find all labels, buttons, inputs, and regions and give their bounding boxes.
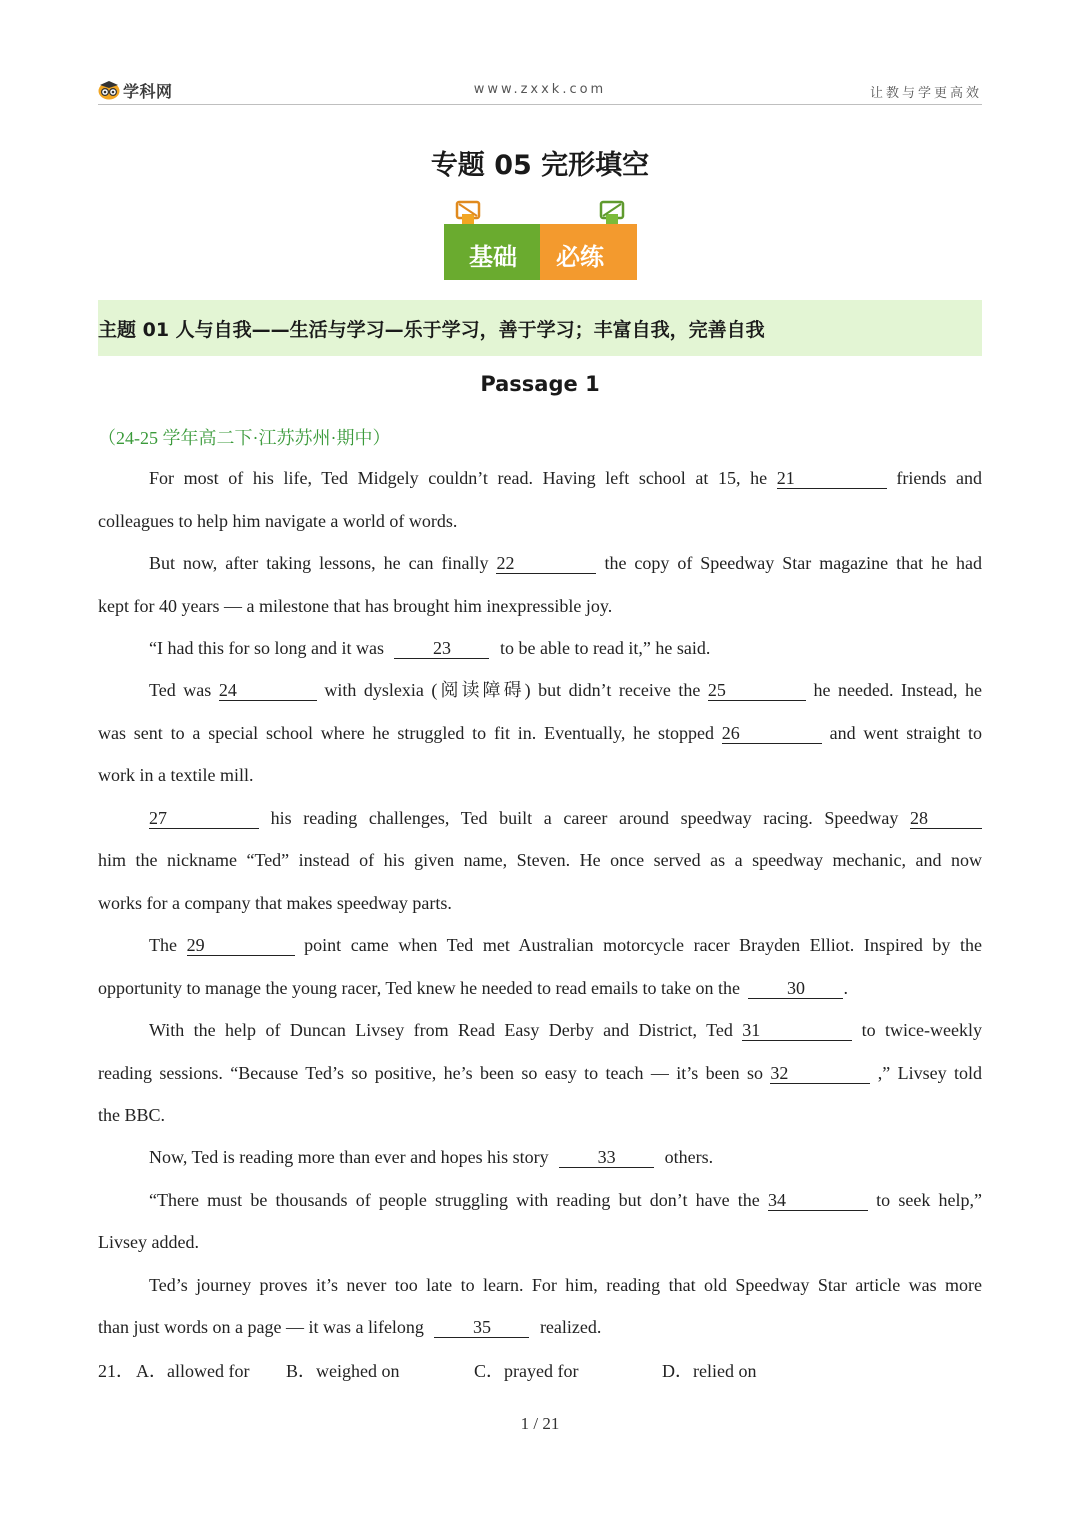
theme-heading: 主题 01 人与自我——生活与学习—乐于学习，善于学习；丰富自我，完善自我 [98,319,765,341]
blank-28[interactable]: 28 [910,808,982,829]
source-note: （24-25 学年高二下·江苏苏州·期中） [98,428,391,448]
badge-left-text: 基础 [469,243,517,271]
theme-banner [98,300,982,356]
passage-line: opportunity to manage the young racer, Ted knew he needed to read emails to take on the 30 . [98,978,848,998]
passage-line: “There must be thousands of people struggling with reading but don’t have the 34 to seek help,” [149,1190,982,1210]
blank-27[interactable]: 27 [149,808,259,829]
blank-29[interactable]: 29 [187,935,295,956]
passage-title: Passage 1 [480,372,600,396]
blank-32[interactable]: 32 [770,1063,870,1084]
passage-line: “I had this for so long and it was 23 to be able to read it,” he said. [149,638,711,658]
blank-33[interactable]: 33 [559,1147,654,1168]
page-header [98,76,982,105]
passage-line: works for a company that makes speedway parts. [98,893,452,913]
passage-line: kept for 40 years — a milestone that has brought him inexpressible joy. [98,596,613,616]
passage-line: the BBC. [98,1105,166,1125]
option-d[interactable]: D．relied on [662,1361,757,1381]
blank-34[interactable]: 34 [768,1190,868,1211]
passage-line: But now, after taking lessons, he can finally 22 the copy of Speedway Star magazine that he had [149,553,983,573]
passage-line: 27 his reading challenges, Ted built a career around speedway racing. Speedway 28 [149,806,982,830]
option-c[interactable]: C．prayed for [474,1361,579,1381]
page-number: 1 / 21 [520,1414,560,1433]
passage-line: than just words on a page — it was a lifelong 35 realized. [98,1317,602,1337]
slogan: 让教与学更高效 [869,86,982,101]
passage-line: Ted’s journey proves it’s never too late to learn. For him, reading that old Speedway Star article was more [149,1275,982,1295]
passage-line: Ted was 24 with dyslexia (阅读障碍) but didn’t receive the 25 he needed. Instead, he [149,680,983,700]
passage-line: With the help of Duncan Livsey from Read Easy Derby and District, Ted 31 to twice-weekly [149,1020,983,1040]
blank-24[interactable]: 24 [219,680,317,701]
page-title: 专题 05 完形填空 [430,150,650,181]
blank-25[interactable]: 25 [708,680,806,701]
site-url: www.zxxk.com [473,82,607,97]
badge-right-text: 必练 [556,243,604,271]
option-a[interactable]: A．allowed for [136,1361,250,1381]
passage-line: Now, Ted is reading more than ever and hopes his story 33 others. [149,1147,714,1167]
blank-35[interactable]: 35 [434,1317,529,1338]
passage-line: was sent to a special school where he struggled to fit in. Eventually, he stopped 26 and went straight to [98,723,982,743]
passage-line: The 29 point came when Ted met Australian motorcycle racer Brayden Elliot. Inspired by the [149,935,982,955]
passage-line: colleagues to help him navigate a world of words. [98,511,458,531]
passage-line: reading sessions. “Because Ted’s so positive, he’s been so easy to teach — it’s been so 32 ,” Livsey told [98,1063,983,1083]
blank-22[interactable]: 22 [496,553,596,574]
blank-30[interactable]: 30 [748,978,843,999]
logo-text: 学科网 [123,81,173,101]
basic-practice-badge [443,200,638,282]
passage-line: him the nickname “Ted” instead of his given name, Steven. He once served as a speedway mechanic, and now [98,850,982,870]
binder-clip-icon [457,202,479,226]
binder-clip-icon-2 [601,202,623,226]
passage-line: work in a textile mill. [98,765,254,785]
option-b[interactable]: B．weighed on [286,1361,400,1381]
blank-21[interactable]: 21 [777,468,887,489]
blank-31[interactable]: 31 [742,1020,852,1041]
blank-26[interactable]: 26 [722,723,822,744]
blank-23[interactable]: 23 [394,638,489,659]
question-number: 21． [98,1361,134,1381]
passage-line: Livsey added. [98,1232,199,1252]
passage-line: For most of his life, Ted Midgely couldn’t read. Having left school at 15, he 21 friends and [149,468,982,488]
